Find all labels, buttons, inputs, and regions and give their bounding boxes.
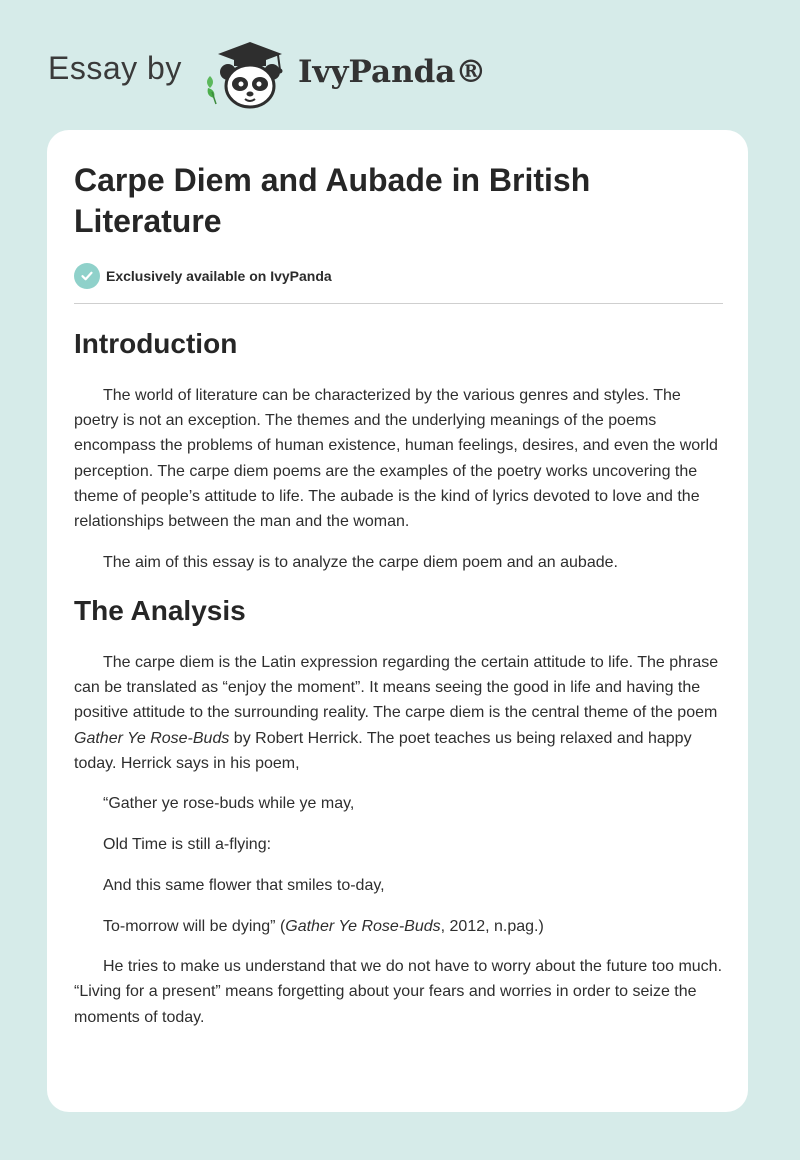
poem-title: Gather Ye Rose-Buds (74, 729, 230, 747)
quote-line-4 (74, 914, 723, 939)
essay-card (47, 130, 748, 1112)
essay-title: Carpe Diem and Aubade in British Literature (74, 162, 591, 239)
intro-paragraph-1: The world of literature can be characterized by the various genres and styles. The poetry is not an exception. The themes and the underlying meanings of the poems encompass the problems of human existence, human feelings, desires, and even the world perception. The carpe diem poems are the examples of the poetry works uncovering the theme of people’s attitude to life. The aubade is the kind of lyrics devoted to love and the relationships between the man and the woman. (74, 387, 718, 531)
quote4-after: , 2012, n.pag.) (440, 917, 544, 935)
exclusive-badge (74, 262, 723, 290)
analysis-p1-before: The carpe diem is the Latin expression regarding the certain attitude to life. The phrase can be translated as “enjoy the moment”. It means seeing the good in life and having the positive attitude to the surrounding reality. The carpe diem is the central theme of the poem (74, 653, 719, 722)
analysis-paragraph-1 (74, 650, 723, 776)
citation-title: Gather Ye Rose-Buds (285, 917, 441, 935)
heading-analysis: The Analysis (74, 594, 246, 626)
analysis-p1-after: by Robert Herrick. The poet teaches us being relaxed and happy today. Herrick says in his poem, (74, 729, 692, 772)
quote-line-1: “Gather ye rose-buds while ye may, (103, 795, 355, 813)
quote4-before: To-morrow will be dying” ( (103, 917, 286, 935)
site-header (48, 34, 508, 114)
panda-graduate-icon[interactable] (200, 34, 290, 110)
quote-line-2: Old Time is still a-flying: (103, 836, 272, 854)
badge-text: Exclusively available on IvyPanda (106, 268, 332, 284)
brand-prefix: Essay by (48, 50, 182, 86)
check-circle-icon (74, 263, 100, 289)
essay-content (74, 160, 723, 1030)
analysis-paragraph-last: He tries to make us understand that we do not have to worry about the future too much. “Living for a present” means forgetting about your fears and worries in order to seize the moments of today. (74, 958, 723, 1026)
heading-introduction: Introduction (74, 328, 238, 359)
brand-name[interactable]: IvyPanda® (298, 54, 487, 90)
intro-paragraph-2: The aim of this essay is to analyze the carpe diem poem and an aubade. (103, 553, 618, 571)
title-divider (74, 303, 723, 304)
quote-line-3: And this same flower that smiles to-day, (103, 876, 385, 894)
